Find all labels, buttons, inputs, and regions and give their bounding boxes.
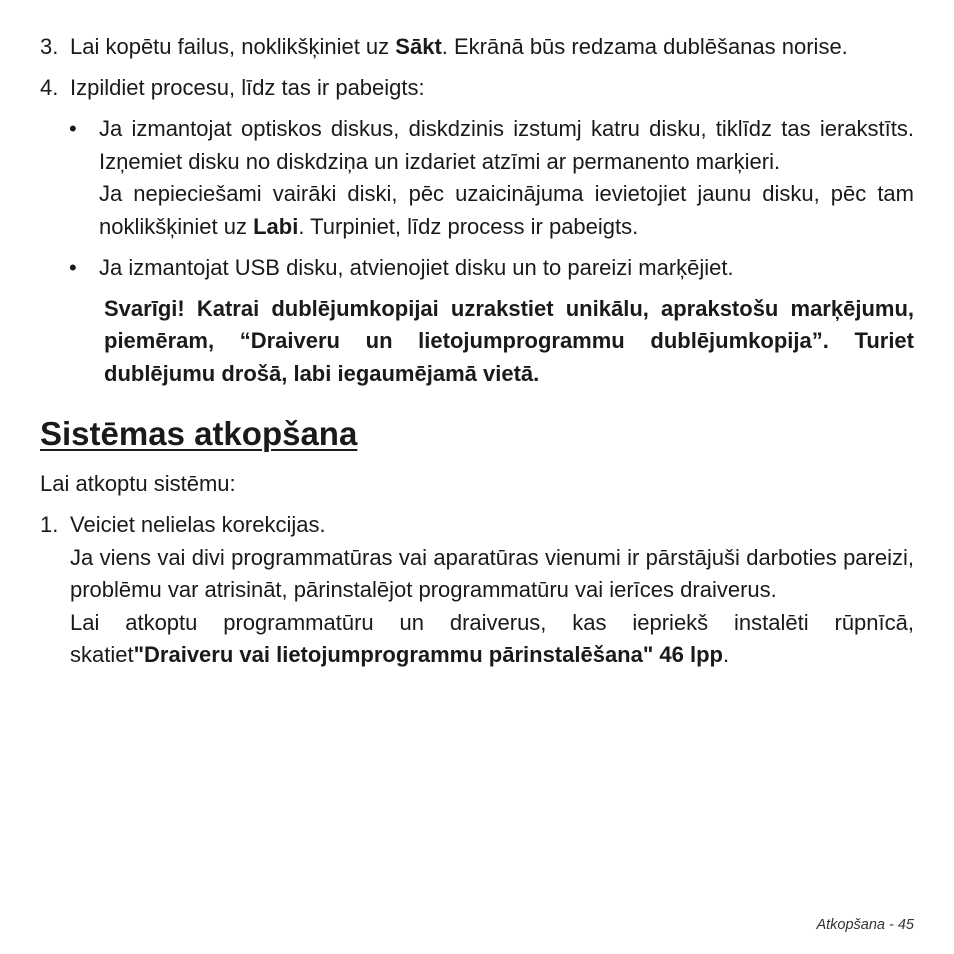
page-footer: Atkopšana - 45	[816, 917, 914, 933]
start-keyword: Sākt	[395, 34, 442, 59]
step-paragraph	[70, 607, 914, 672]
step-number: 1.	[40, 512, 59, 537]
step-number: 4.	[40, 75, 59, 100]
bullet-item-optical	[69, 113, 914, 243]
bullet-symbol: •	[69, 254, 77, 280]
step-text-part: Lai atkoptu programmatūru un draiverus, kas iepriekš instalēti rūpnīcā, skatiet	[70, 609, 914, 667]
step-text: Izpildiet procesu, līdz tas ir pabeigts:	[70, 75, 425, 100]
section-heading: Sistēmas atkopšana	[40, 415, 358, 452]
bullet-item-usb	[69, 252, 914, 285]
step-text-part: .	[722, 642, 730, 667]
bullet-paragraph: Ja izmantojat optiskos diskus, diskdzinis izstumj katru disku, tiklīdz tas ierakstīts. Izņemiet disku no diskdziņa un izdariet atzīmi ar permanento marķieri.	[99, 116, 914, 174]
step-number: 3.	[40, 34, 59, 59]
bullet-paragraph: Ja izmantojat USB disku, atvienojiet disku un to pareizi marķējiet.	[99, 254, 734, 280]
ok-keyword: Labi	[253, 213, 299, 239]
bullet-text-part: . Turpiniet, līdz process ir pabeigts.	[298, 213, 639, 239]
bullet-text-part: Ja nepieciešami vairāki diski, pēc uzaicinājuma ievietojiet jaunu disku, pēc tam noklikšķiniet uz	[99, 181, 914, 239]
bullet-paragraph	[99, 178, 914, 243]
bullet-symbol: •	[69, 116, 77, 141]
important-note: Svarīgi! Katrai dublējumkopijai uzrakstiet unikālu, aprakstošu marķējumu, piemēram, “Draiveru un lietojumprogrammu dublējumkopija”. Turiet dublējumu drošā, labi iegaumējamā vietā.	[104, 295, 914, 386]
step-text-part: Lai kopētu failus, noklikšķiniet uz	[70, 34, 396, 59]
step-text-part: . Ekrānā būs redzama dublēšanas norise.	[441, 34, 848, 59]
step-3	[40, 31, 914, 64]
step-1	[40, 509, 914, 672]
step-4	[40, 72, 914, 105]
cross-reference: "Draiveru vai lietojumprogrammu pārinstalēšana" 46 lpp	[133, 642, 723, 667]
step-title: Veiciet nelielas korekcijas.	[70, 512, 326, 537]
document-page	[40, 31, 914, 672]
step-text	[70, 31, 914, 64]
bullet-list	[69, 113, 914, 284]
intro-text: Lai atkoptu sistēmu:	[40, 471, 236, 496]
step-paragraph: Ja viens vai divi programmatūras vai aparatūras vienumi ir pārstājuši darboties pareizi, problēmu var atrisināt, pārinstalējot programmatūru vai ierīces draiverus.	[70, 544, 914, 602]
